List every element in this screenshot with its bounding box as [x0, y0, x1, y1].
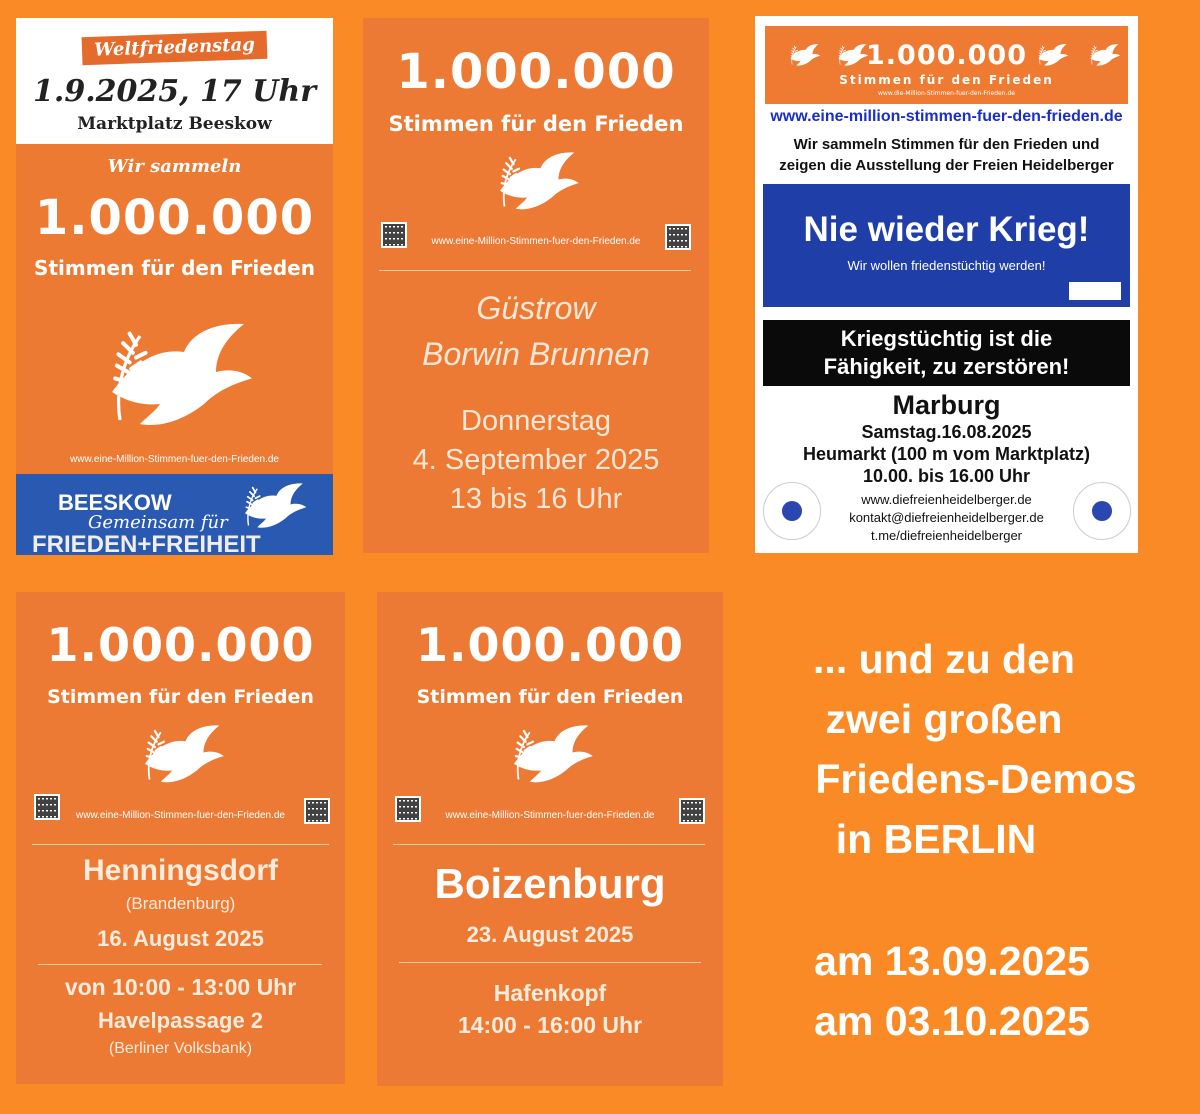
divider: [393, 844, 705, 845]
marburg-place: Heumarkt (100 m vom Marktplatz): [802, 444, 1091, 464]
beeskow-date: 1.9.2025, 17 Uhr: [33, 74, 316, 109]
marburg-tme: t.me/diefreienheidelberger: [870, 528, 1023, 543]
henningsdorf-city: Henningsdorf: [83, 854, 278, 887]
marburg-time: 10.00. bis 16.00 Uhr: [862, 466, 1031, 486]
boizenburg-voices: Stimmen für den Frieden: [416, 686, 684, 708]
marburg-headline: Nie wieder Krieg!: [803, 210, 1090, 249]
berlin-date1: am 13.09.2025: [814, 938, 1090, 984]
beeskow-url: www.eine-Million-Stimmen-fuer-den-Frieden.de: [70, 454, 279, 465]
marburg-subline: Wir wollen friedenstüchtig werden!: [847, 258, 1046, 273]
beeskow-voices: Stimmen für den Frieden: [34, 256, 315, 280]
marburg-web: www.diefreienheidelberger.de: [861, 492, 1032, 507]
boizenburg-date: 23. August 2025: [466, 922, 634, 947]
guestrow-voices: Stimmen für den Frieden: [388, 112, 684, 136]
marburg-date: Samstag.16.08.2025: [861, 422, 1032, 442]
beeskow-place: Marktplatz Beeskow: [77, 114, 272, 134]
boizenburg-place: Hafenkopf: [493, 980, 607, 1006]
beeskow-footer-title: BEESKOW: [58, 490, 172, 515]
marburg-intro2: zeigen die Ausstellung der Freien Heidelberger: [779, 157, 1114, 174]
henningsdorf-note: (Berliner Volksbank): [108, 1040, 253, 1057]
guestrow-city: Güstrow: [476, 290, 596, 326]
marburg-black2: Fähigkeit, zu zerstören!: [823, 354, 1070, 379]
guestrow-time: 13 bis 16 Uhr: [449, 483, 623, 515]
henningsdorf-poster: [16, 592, 345, 1084]
berlin-line3: Friedens-Demos: [815, 756, 1137, 802]
guestrow-million: 1.000.000: [396, 44, 676, 100]
guestrow-place: Borwin Brunnen: [422, 336, 650, 372]
marburg-tiny-url: www.die-Million-Stimmen-fuer-den-Frieden.de: [878, 90, 1015, 97]
guestrow-date: 4. September 2025: [412, 444, 660, 476]
beeskow-poster: [16, 18, 333, 555]
henningsdorf-voices: Stimmen für den Frieden: [47, 686, 314, 708]
boizenburg-time: 14:00 - 16:00 Uhr: [457, 1012, 643, 1038]
dove-icon: [136, 718, 226, 796]
berlin-date2: am 03.10.2025: [814, 998, 1090, 1044]
guestrow-poster: [363, 18, 709, 553]
dove-icon: [491, 144, 581, 224]
divider: [32, 844, 329, 845]
berlin-line1: ... und zu den: [813, 636, 1075, 682]
henningsdorf-url: www.eine-Million-Stimmen-fuer-den-Frieden.de: [76, 810, 285, 821]
beeskow-banner: Weltfriedenstag: [82, 31, 268, 65]
marburg-small-logo: [1069, 282, 1121, 300]
divider: [379, 270, 691, 271]
henningsdorf-place: Havelpassage 2: [97, 1008, 264, 1033]
boizenburg-poster: [377, 592, 723, 1086]
marburg-header: [765, 26, 1128, 104]
boizenburg-million: 1.000.000: [416, 618, 684, 672]
guestrow-day: Donnerstag: [461, 405, 611, 437]
boizenburg-url: www.eine-Million-Stimmen-fuer-den-Frieden.de: [445, 810, 655, 821]
beeskow-we-collect: Wir sammeln: [107, 156, 242, 177]
marburg-blue-box: [763, 184, 1130, 307]
dove-icon: [505, 718, 595, 796]
divider: [38, 964, 322, 965]
marburg-million: 1.000.000: [865, 40, 1028, 71]
beeskow-footer-big: FRIEDEN+FREIHEIT: [32, 531, 261, 555]
henningsdorf-million: 1.000.000: [46, 618, 315, 672]
marburg-mail: kontakt@diefreienheidelberger.de: [849, 510, 1044, 525]
boizenburg-city: Boizenburg: [434, 860, 666, 907]
henningsdorf-time: von 10:00 - 13:00 Uhr: [64, 974, 297, 1000]
beeskow-footer: [16, 474, 333, 555]
henningsdorf-date: 16. August 2025: [97, 926, 264, 951]
marburg-black-box: [763, 320, 1130, 386]
marburg-black1: Kriegstüchtig ist die: [840, 326, 1053, 351]
marburg-url: www.eine-million-stimmen-fuer-den-frieden.de: [770, 108, 1123, 125]
marburg-poster: [755, 16, 1138, 553]
divider: [399, 962, 701, 963]
dove-icon: [96, 300, 256, 460]
marburg-intro1: Wir sammeln Stimmen für den Frieden und: [793, 136, 1100, 153]
berlin-line4: in BERLIN: [835, 816, 1037, 862]
dove-icon: [238, 480, 308, 536]
guestrow-url: www.eine-Million-Stimmen-fuer-den-Frieden.de: [431, 236, 641, 247]
berlin-announcement: [752, 636, 1200, 1066]
marburg-city: Marburg: [892, 390, 1001, 420]
marburg-voices: Stimmen für den Frieden: [839, 73, 1054, 87]
berlin-line2: zwei großen: [825, 696, 1063, 742]
beeskow-million: 1.000.000: [34, 190, 315, 246]
beeskow-footer-sub: Gemeinsam für: [88, 512, 228, 533]
henningsdorf-region: (Brandenburg): [125, 894, 236, 913]
